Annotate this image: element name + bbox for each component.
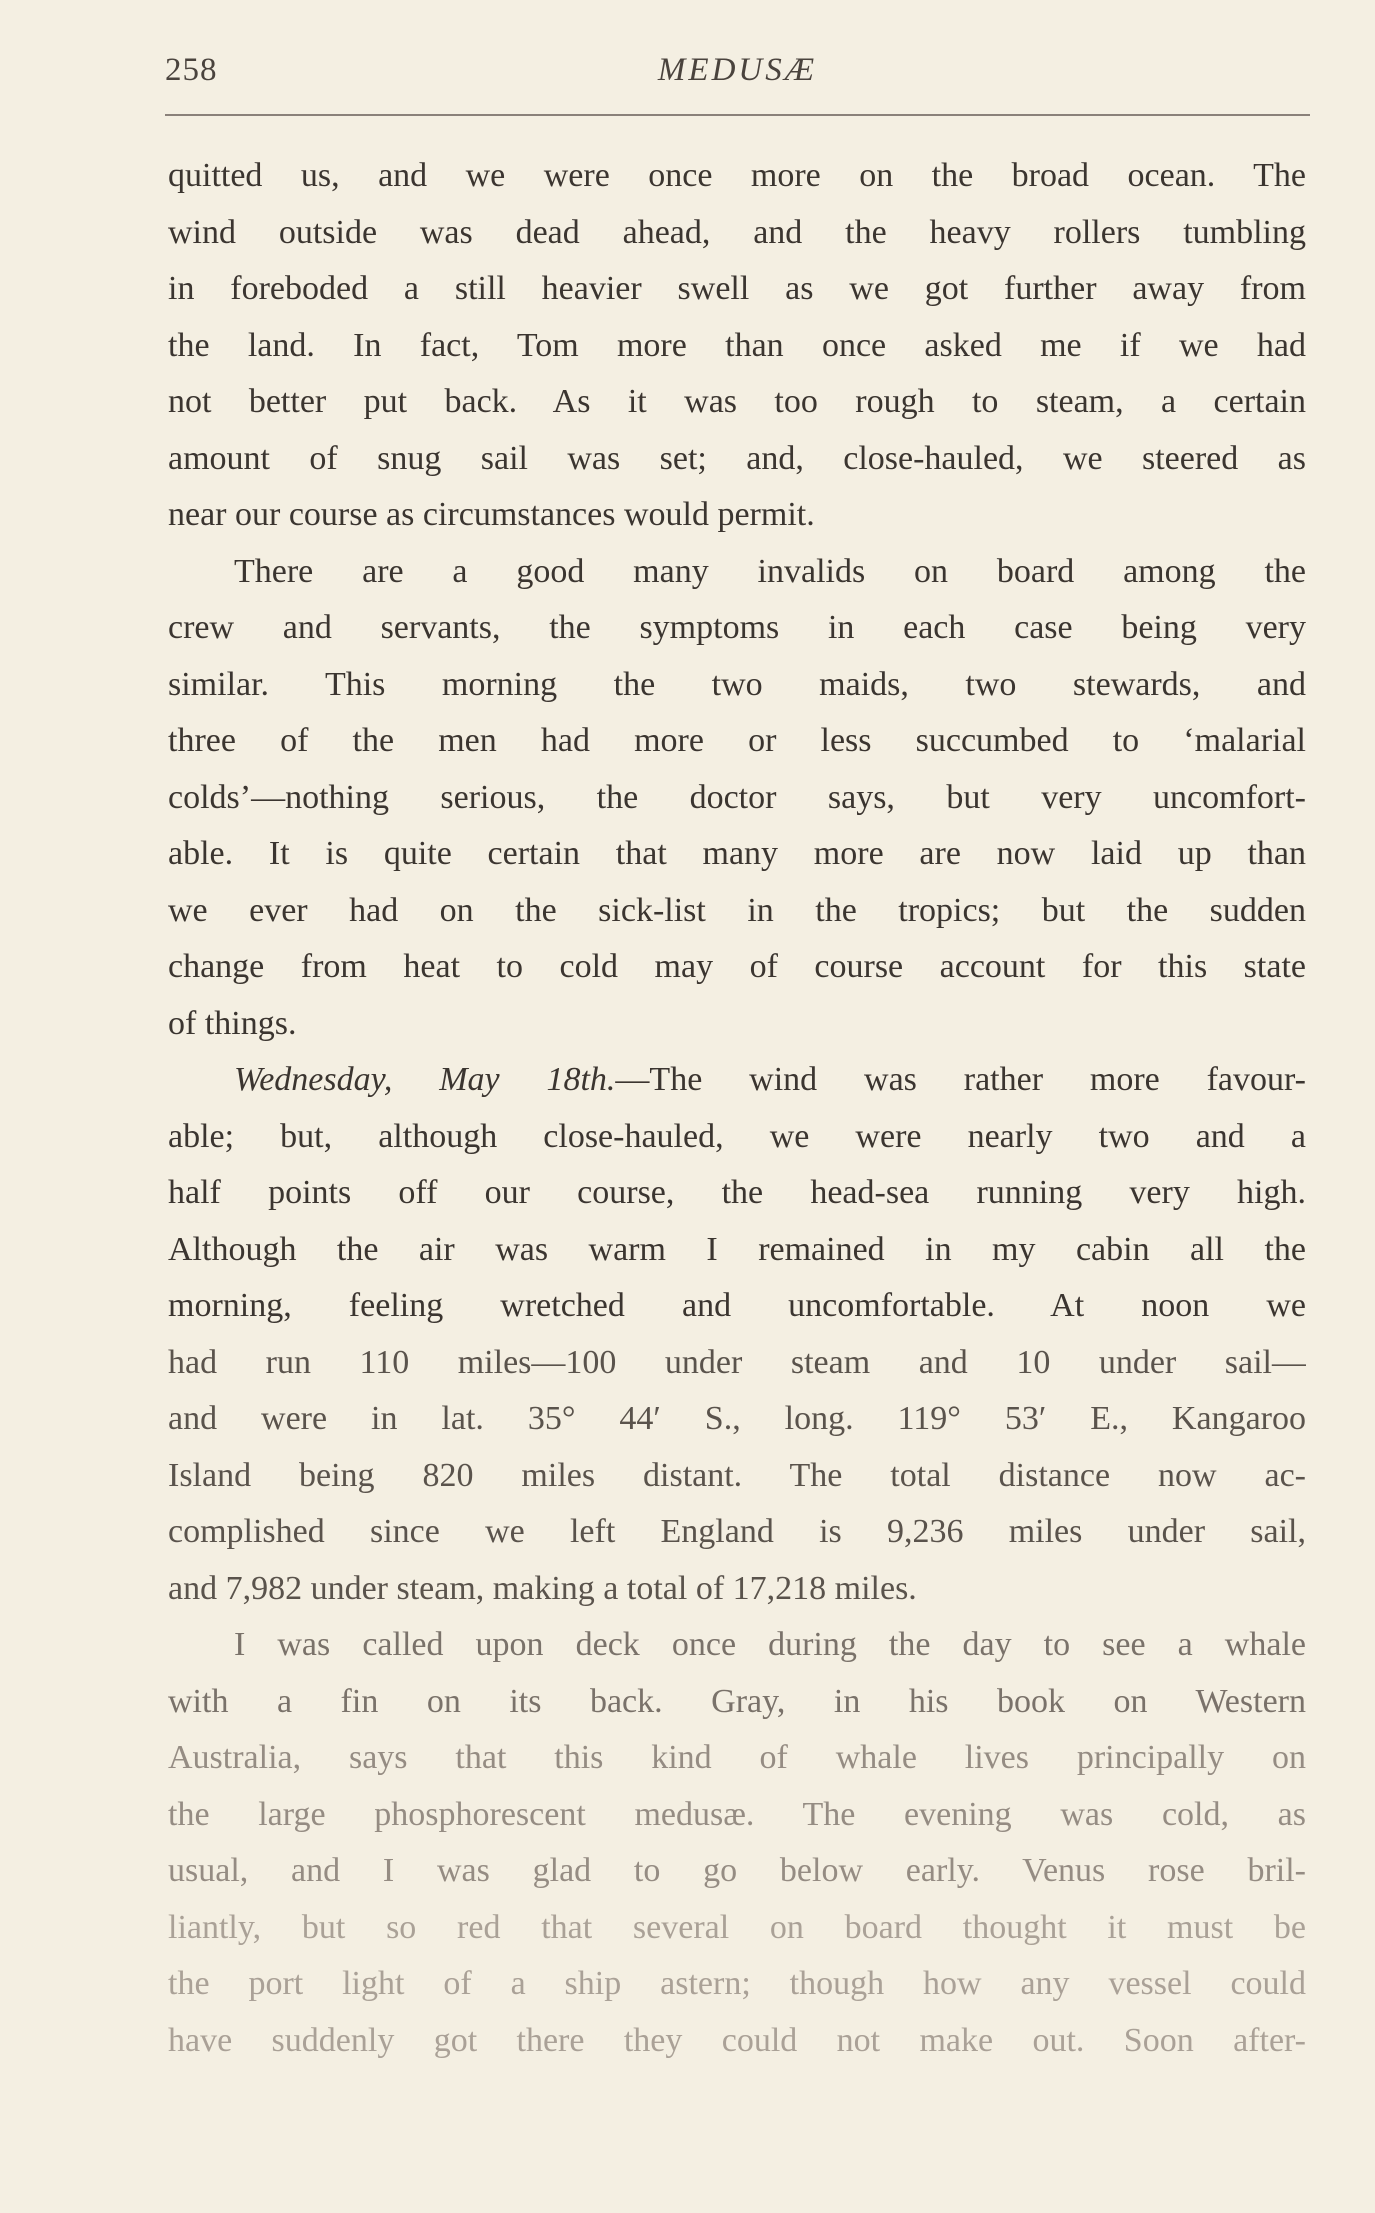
text-line: There are a good many invalids on board among the [234,552,1306,590]
text-line: had run 110 miles—100 under steam and 10 under sail— [168,1343,1306,1381]
text-line: morning, feeling wretched and uncomfortable. At noon we [168,1287,1306,1324]
text-line: in foreboded a still heavier swell as we got further away from [168,270,1306,307]
text-line: amount of snug sail was set; and, close-hauled, we steered as [168,439,1306,477]
dateline-rest: —The wind was rather more favour- [615,1061,1306,1098]
paragraph-3 [168,1052,1306,1617]
text-line [168,1052,1306,1109]
running-head: MEDUSÆ [657,52,818,88]
text-line: able; but, although close-hauled, we were nearly two and a [168,1117,1306,1155]
text-line: the land. In fact, Tom more than once asked me if we had [168,326,1306,364]
text-line: able. It is quite certain that many more are now laid up than [168,835,1306,872]
text-line: we ever had on the sick-list in the tropics; but the sudden [168,891,1306,929]
text-line: usual, and I was glad to go below early. Venus rose bril- [168,1852,1306,1889]
text-line: and were in lat. 35° 44′ S., long. 119° 53′ E., Kangaroo [168,1400,1306,1437]
text-line: half points off our course, the head-sea running very high. [168,1174,1306,1211]
page-number: 258 [165,52,218,88]
text-line: Island being 820 miles distant. The total distance now ac- [168,1456,1306,1494]
text-line: liantly, but so red that several on board thought it must be [168,1908,1306,1946]
text-line: and 7,982 under steam, making a total of 17,218 miles. [168,1569,917,1607]
text-line: wind outside was dead ahead, and the heavy rollers tumbling [168,213,1306,251]
text-line: Although the air was warm I remained in my cabin all the [168,1230,1306,1268]
body-text [168,148,1306,2069]
text-line: quitted us, and we were once more on the broad ocean. The [168,157,1306,194]
text-line: three of the men had more or less succumbed to ‘malarial [168,722,1306,759]
text-line: colds’—nothing serious, the doctor says, but very uncomfort- [168,778,1306,816]
paragraph-1 [168,148,1306,544]
text-line: change from heat to cold may of course account for this state [168,948,1306,985]
header-rule [165,114,1310,116]
text-line: with a fin on its back. Gray, in his book on Western [168,1682,1306,1720]
text-line: have suddenly got there they could not make out. Soon after- [168,2021,1306,2059]
text-line: complished since we left England is 9,236 miles under sail, [168,1513,1306,1550]
text-line: crew and servants, the symptoms in each case being very [168,609,1306,646]
paragraph-2 [168,544,1306,1053]
text-line: near our course as circumstances would permit. [168,496,815,533]
text-line: of things. [168,1004,297,1042]
paragraph-4 [168,1617,1306,2069]
text-line: the large phosphorescent medusæ. The evening was cold, as [168,1795,1306,1833]
text-line: the port light of a ship astern; though how any vessel could [168,1965,1306,2002]
dateline: Wednesday, May 18th. [234,1061,616,1098]
page-header [165,52,1310,102]
text-line: I was called upon deck once during the day to see a whale [234,1626,1306,1663]
text-line: Australia, says that this kind of whale lives principally on [168,1739,1306,1776]
text-line: similar. This morning the two maids, two stewards, and [168,665,1306,703]
text-line: not better put back. As it was too rough to steam, a certain [168,383,1306,420]
